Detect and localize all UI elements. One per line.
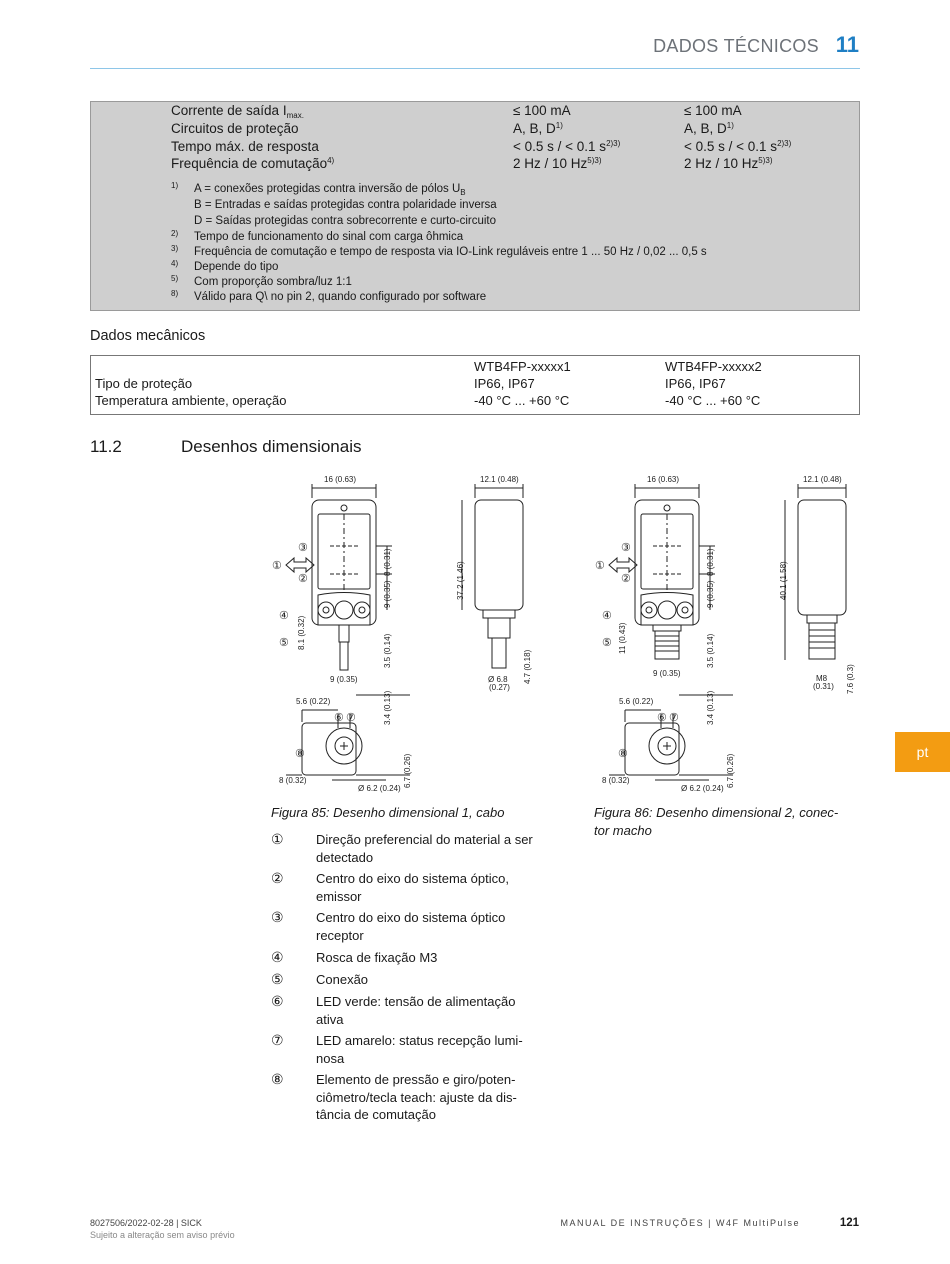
footnote-text: Válido para Q\ no pin 2, quando configurado por software: [194, 291, 487, 303]
dim-label: 9 (0.35): [653, 669, 681, 678]
dim-label: 5.6 (0.22): [296, 697, 331, 706]
legend-text: Direção preferencial do material a ser detectado: [316, 832, 533, 865]
mechanical-value: -40 °C ... +60 °C: [665, 393, 761, 408]
footer-manual: MANUAL DE INSTRUÇÕES | W4F MultiPulse: [560, 1218, 800, 1228]
dim-label: 8 (0.31): [706, 548, 715, 576]
spec-label: Tempo máx. de resposta: [171, 139, 319, 154]
spec-value-text: 2 Hz / 10 Hz: [513, 156, 588, 171]
footnote-text: B = Entradas e saídas protegidas contra polaridade inversa: [194, 199, 497, 211]
dim-label: 12.1 (0.48): [803, 475, 842, 484]
figure-caption-2-line1: Figura 86: Desenho dimensional 2, conec-: [594, 805, 839, 820]
dim-label: 6.7 (0.26): [726, 753, 735, 788]
dim-label: 3.5 (0.14): [383, 633, 392, 668]
legend-text: LED amarelo: status recepção lumi-nosa: [316, 1033, 523, 1066]
callout-4: ④: [279, 610, 289, 622]
spec-table: [90, 101, 860, 311]
callout-1: ①: [272, 560, 282, 572]
footnote-mark: 4): [171, 259, 179, 268]
spec-value-text: A, B, D: [513, 121, 556, 136]
spec-value: ≤ 100 mA: [513, 103, 571, 118]
legend-text: Centro do eixo do sistema óptico, emissor: [316, 871, 509, 904]
footnote-mark: 1): [171, 181, 179, 190]
spec-value-text: < 0.5 s / < 0.1 s: [513, 139, 607, 154]
dim-label: 7.6 (0.3): [846, 664, 855, 694]
dim-label: M8: [816, 674, 828, 683]
dim-label: 4.7 (0.18): [523, 649, 532, 684]
footnote-mark: 3): [171, 244, 179, 253]
legend-number: ①: [271, 831, 284, 847]
callout-2: ②: [298, 573, 308, 585]
footnote-text: [194, 183, 466, 197]
footer-note: Sujeito a alteração sem aviso prévio: [90, 1230, 235, 1240]
dim-label: 8 (0.32): [279, 776, 307, 785]
legend-number: ⑥: [271, 993, 284, 1009]
spec-label: Circuitos de proteção: [171, 121, 299, 136]
spec-value: [684, 139, 791, 154]
footnote-ref: 5)3): [587, 156, 602, 165]
legend-text: Centro do eixo do sistema óptico receptor: [316, 910, 506, 943]
mechanical-value: IP66, IP67: [665, 376, 726, 391]
dim-label: 40.1 (1.58): [779, 561, 788, 600]
spec-value: [513, 121, 563, 136]
figure-caption-2-line2: tor macho: [594, 823, 652, 838]
dim-label: 16 (0.63): [324, 475, 357, 484]
footnote-ref: 4): [327, 156, 335, 165]
callout-1: ①: [595, 560, 605, 572]
dim-label: 9 (0.35): [330, 675, 358, 684]
figure-caption-1: Figura 85: Desenho dimensional 1, cabo: [271, 805, 505, 820]
dim-label: 3.4 (0.13): [383, 690, 392, 725]
dimensional-drawing-2: [585, 470, 875, 800]
dim-label: 6.7 (0.26): [403, 753, 412, 788]
dim-label: Ø 6.2 (0.24): [358, 784, 401, 793]
callout-8: ⑧: [295, 748, 305, 760]
footnote-mark: 5): [171, 274, 179, 283]
footnote-ref: 1): [726, 121, 734, 130]
footnote-ref: 2)3): [777, 139, 792, 148]
spec-label: [171, 156, 334, 171]
dim-label: 9 (0.35): [706, 580, 715, 608]
footnote-text-main: A = conexões protegidas contra inversão de pólos U: [194, 183, 461, 195]
mechanical-col-header: WTB4FP-xxxxx2: [665, 359, 762, 374]
footnote-text: D = Saídas protegidas contra sobrecorrente e curto-circuito: [194, 215, 497, 227]
legend-number: ④: [271, 949, 284, 965]
callout-8: ⑧: [618, 748, 628, 760]
mechanical-label: Tipo de proteção: [95, 376, 193, 391]
legend-text: LED verde: tensão de alimentação ativa: [316, 994, 516, 1027]
footnote-ref: 1): [555, 121, 563, 130]
callout-2: ②: [621, 573, 631, 585]
legend-text: Conexão: [316, 972, 369, 987]
legend-number: ②: [271, 870, 284, 886]
callout-7: ⑦: [669, 712, 679, 724]
spec-value: [684, 156, 773, 171]
footnote-sub: B: [460, 188, 466, 197]
spec-label-sub: max.: [286, 111, 304, 120]
dim-label: 16 (0.63): [647, 475, 680, 484]
legend-number: ⑤: [271, 971, 284, 987]
drawing-1-svg: [262, 470, 552, 800]
footnote-text: Com proporção sombra/luz 1:1: [194, 276, 352, 288]
page-number: 121: [839, 1217, 859, 1229]
footnote-ref: 5)3): [758, 156, 773, 165]
header-divider: [90, 68, 860, 69]
mechanical-value: -40 °C ... +60 °C: [474, 393, 570, 408]
dim-label: 11 (0.43): [618, 622, 627, 654]
spec-value-text: A, B, D: [684, 121, 727, 136]
dim-label: 5.6 (0.22): [619, 697, 654, 706]
legend-number: ⑦: [271, 1032, 284, 1048]
spec-label-text: Corrente de saída I: [171, 103, 287, 118]
dim-label: (0.31): [813, 682, 834, 691]
drawing-2-svg: [585, 470, 875, 800]
footnote-mark: 2): [171, 229, 179, 238]
dim-label: 8.1 (0.32): [297, 615, 306, 650]
dim-label: 3.5 (0.14): [706, 633, 715, 668]
mechanical-col-header: WTB4FP-xxxxx1: [474, 359, 571, 374]
mechanical-table: [90, 355, 860, 415]
dim-label: 8 (0.32): [602, 776, 630, 785]
callout-3: ③: [298, 542, 308, 554]
callout-5: ⑤: [602, 637, 612, 649]
legend-number: ⑧: [271, 1071, 284, 1087]
legend-text: Rosca de fixação M3: [316, 950, 438, 965]
header-title: DADOS TÉCNICOS: [653, 36, 819, 56]
callout-6: ⑥: [334, 712, 344, 724]
section-title: Desenhos dimensionais: [181, 437, 362, 456]
callout-7: ⑦: [346, 712, 356, 724]
spec-value: [513, 139, 620, 154]
footer-doc-id: 8027506/2022-02-28 | SICK: [90, 1218, 202, 1228]
figure-caption-2: [594, 804, 838, 840]
dim-label: Ø 6.8: [488, 675, 508, 684]
spec-value: ≤ 100 mA: [684, 103, 742, 118]
mechanical-label: Temperatura ambiente, operação: [95, 393, 287, 408]
dimensional-drawing-1: [262, 470, 552, 800]
footnote-ref: 2)3): [606, 139, 621, 148]
spec-value-text: 2 Hz / 10 Hz: [684, 156, 759, 171]
section-number: 11.2: [90, 437, 122, 456]
callout-3: ③: [621, 542, 631, 554]
dim-label: 9 (0.35): [383, 580, 392, 608]
legend-text: Elemento de pressão e giro/poten-ciômetro/tecla teach: ajuste da dis-tância de comutação: [316, 1072, 517, 1122]
callout-6: ⑥: [657, 712, 667, 724]
legend-number: ③: [271, 909, 284, 925]
callout-5: ⑤: [279, 637, 289, 649]
dim-label: (0.27): [489, 683, 510, 692]
spec-label-text: Frequência de comutação: [171, 156, 328, 171]
footnote-mark: 8): [171, 289, 179, 298]
dim-label: 3.4 (0.13): [706, 690, 715, 725]
language-tab[interactable]: pt: [895, 732, 950, 772]
chapter-number: 11: [835, 32, 859, 57]
spec-value: [684, 121, 734, 136]
footnote-text: Tempo de funcionamento do sinal com carga ôhmica: [194, 231, 464, 243]
spec-value-text: < 0.5 s / < 0.1 s: [684, 139, 778, 154]
dim-label: 12.1 (0.48): [480, 475, 519, 484]
dim-label: 8 (0.31): [383, 548, 392, 576]
dim-label: 37.2 (1.46): [456, 561, 465, 600]
footnote-text: Frequência de comutação e tempo de resposta via IO-Link reguláveis entre 1 ... 50 Hz / 0,02 ... 0,5 s: [194, 246, 707, 258]
mechanical-value: IP66, IP67: [474, 376, 535, 391]
spec-value: [513, 156, 602, 171]
mechanical-title: Dados mecânicos: [90, 328, 206, 344]
callout-4: ④: [602, 610, 612, 622]
dim-label: Ø 6.2 (0.24): [681, 784, 724, 793]
footnote-text: Depende do tipo: [194, 261, 279, 273]
spec-label: [171, 103, 304, 120]
